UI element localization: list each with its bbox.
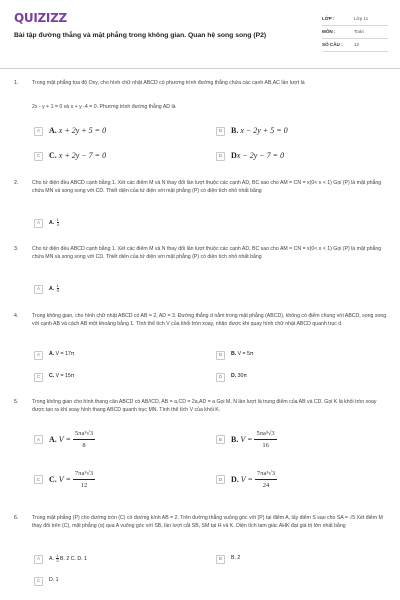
option-letter-box: D — [216, 152, 225, 161]
question-4 — [14, 313, 388, 393]
option-c[interactable] — [34, 574, 59, 588]
question-number: 1. — [14, 80, 19, 86]
fraction: $\frac{1}{2}$ — [56, 553, 59, 564]
option-a[interactable] — [34, 282, 59, 296]
fraction: $\frac{1}{4}$ — [56, 217, 59, 228]
option-text: A. $\frac{1}{2} B$. 2 C. D. 1 — [49, 553, 87, 564]
option-a[interactable] — [34, 348, 74, 362]
option-b[interactable] — [216, 124, 288, 138]
option-letter-box: A — [34, 127, 43, 136]
option-text: A. V = 17π — [49, 351, 75, 358]
option-letter-box: C — [34, 577, 43, 586]
question-text: Trong không gian, cho hình chữ nhật ABCD có AB = 2, AD = 3. Đường thẳng d nằm trong mặt phẳng (ABCD), không có điểm chung với ABCD, song song với cạnh AB và cách AB một khoảng bằng 1. Tính thể tích V của khối tròn xoay, nhận được khi quay hình chữ nhật ABCD quanh trục d. — [32, 313, 387, 327]
option-a[interactable] — [34, 216, 59, 230]
question-text: Trong không gian cho hình thang cân ABCD có AB//CD, AB = a,CD = 2a,AD = a Gọi M, N lần lượt là trung điểm của AB và CD. Gọi K là khối tròn xoay được tạo ra khi xoay hình thang ABCD quanh trục MN. Tính thể tích V của khối K. — [32, 399, 377, 413]
meta-value: Lớp 11 — [354, 15, 369, 21]
option-text: Dx − 2y − 7 = 0 — [231, 151, 285, 161]
document-title: Bài tập đường thẳng và mặt phẳng trong không gian. Quan hệ song song (P2) — [14, 32, 267, 39]
option-b[interactable]: B B. V = $\frac{\text{5πa³√3}}{16}$ — [216, 429, 277, 451]
meta-key: MÔN : — [322, 28, 336, 34]
meta-value: Toán — [354, 28, 364, 34]
option-d[interactable]: D D. V = $\frac{\text{7πa³√3}}{24}$ — [216, 469, 277, 491]
option-text: C. x + 2y − 7 = 0 — [49, 151, 107, 161]
fraction: $\frac{\text{5πa³√3}}{8}$ — [74, 430, 94, 450]
question-number: 6. — [14, 515, 19, 521]
option-letter-box: A — [34, 351, 43, 360]
question-text: Cho tứ diện đều ABCD cạnh bằng 1. Xét các điểm M và N thay đổi lần lượt thuộc các cạnh AD, BC sao cho AM = CN = x(0< x < 1) Gọi (P) là mặt phẳng chứa MN và song song với CD. Thiết diện của tứ diện với mặt phẳng (P) có diện tích nhỏ nhất bằng — [32, 180, 382, 194]
option-letter-box: C — [34, 475, 43, 484]
meta-row-class — [322, 13, 388, 26]
question-number: 2. — [14, 180, 19, 186]
question-6 — [14, 515, 388, 595]
question-number: 5. — [14, 399, 19, 405]
option-letter-box: A — [34, 555, 43, 564]
option-letter-box: B — [216, 351, 225, 360]
meta-value: 12 — [354, 41, 360, 47]
option-text: A. $\frac{1}{4}$ — [49, 283, 59, 294]
fraction: $\frac{1}{4}$ — [56, 283, 59, 294]
option-text: A. x + 2y + 5 = 0 — [49, 126, 107, 136]
option-letter-box: A — [34, 435, 43, 444]
question-number: 4. — [14, 313, 19, 319]
fraction: $\frac{\text{7πa³√3}}{24}$ — [256, 470, 276, 490]
option-a[interactable]: A A. V = $\frac{\text{5πa³√3}}{8}$ — [34, 429, 95, 451]
meta-row-subject — [322, 26, 388, 39]
question-text: Cho tứ diện đều ABCD cạnh bằng 1. Xét các điểm M và N thay đổi lần lượt thuộc các cạnh AD, BC sao cho AM = CN = x(0< x < 1) Gọi (P) là mặt phẳng chứa MN và song song với CD. Thiết diện của tứ diện với mặt phẳng (P) có diện tích nhỏ nhất bằng — [32, 246, 382, 260]
option-letter-box: A — [34, 219, 43, 228]
option-b[interactable] — [216, 552, 240, 566]
page-header — [0, 0, 400, 62]
option-b[interactable] — [216, 348, 253, 362]
question-text-line2: 2x - y + 1 = 0 và x + y -4 = 0. Phương trình đường thẳng AD là — [32, 104, 176, 110]
option-letter-box: C — [34, 373, 43, 382]
option-text: D. 1 — [49, 577, 59, 584]
option-a[interactable] — [34, 124, 106, 138]
option-letter-box: B — [216, 435, 225, 444]
question-2 — [14, 180, 388, 236]
option-letter-box: D — [216, 475, 225, 484]
option-a[interactable] — [34, 552, 87, 566]
quizizz-logo: QUIZIZZ — [14, 11, 67, 25]
option-text: C. V = 15π — [49, 373, 75, 380]
meta-key: SỐ CÂU : — [322, 41, 343, 47]
option-c[interactable]: C C. V = $\frac{\text{7πa³√3}}{12}$ — [34, 469, 95, 491]
option-c[interactable] — [34, 370, 74, 384]
option-letter-box: D — [216, 373, 225, 382]
question-number: 3. — [14, 246, 19, 252]
meta-key: LỚP : — [322, 15, 335, 21]
fraction: $\frac{\text{5πa³√3}}{16}$ — [256, 430, 275, 450]
question-text: Trong mặt phẳng (P) cho đường tròn (C) có đường kính AB = 2. Trên đường thẳng vuông góc với (P) tại điểm A, lấy điểm S sao cho SA = √5 Xét điểm M thay đổi trên (C), mặt phẳng (α) qua A vuông góc với SB, lần lượt cắt SB, SM tại H và K. Diện tích tam giác AHK đạt giá trị lớn nhất bằng — [32, 515, 383, 529]
option-text: B. 2 — [231, 555, 241, 562]
question-text: Trong mặt phẳng tọa độ Oxy, cho hình chữ nhật ABCD có phương trình đường thẳng chứa các cạnh AB,AC lần lượt là — [32, 80, 305, 86]
option-letter-box: A — [34, 285, 43, 294]
header-divider — [0, 68, 400, 69]
question-3 — [14, 246, 388, 302]
meta-row-count — [322, 39, 388, 52]
option-c[interactable] — [34, 149, 106, 163]
option-letter-box: C — [34, 152, 43, 161]
fraction: $\frac{\text{7πa³√3}}{12}$ — [74, 470, 94, 490]
option-text: B. x − 2y + 5 = 0 — [231, 126, 288, 136]
question-5 — [14, 399, 388, 507]
option-d[interactable] — [216, 149, 284, 163]
option-text: D. 30π — [231, 373, 247, 380]
option-letter-box: B — [216, 127, 225, 136]
option-text: A. $\frac{1}{4}$ — [49, 217, 59, 228]
meta-table — [322, 13, 388, 52]
question-1 — [14, 80, 388, 170]
option-d[interactable] — [216, 370, 247, 384]
option-letter-box: B — [216, 555, 225, 564]
option-text: B. V = 5π — [231, 351, 254, 358]
